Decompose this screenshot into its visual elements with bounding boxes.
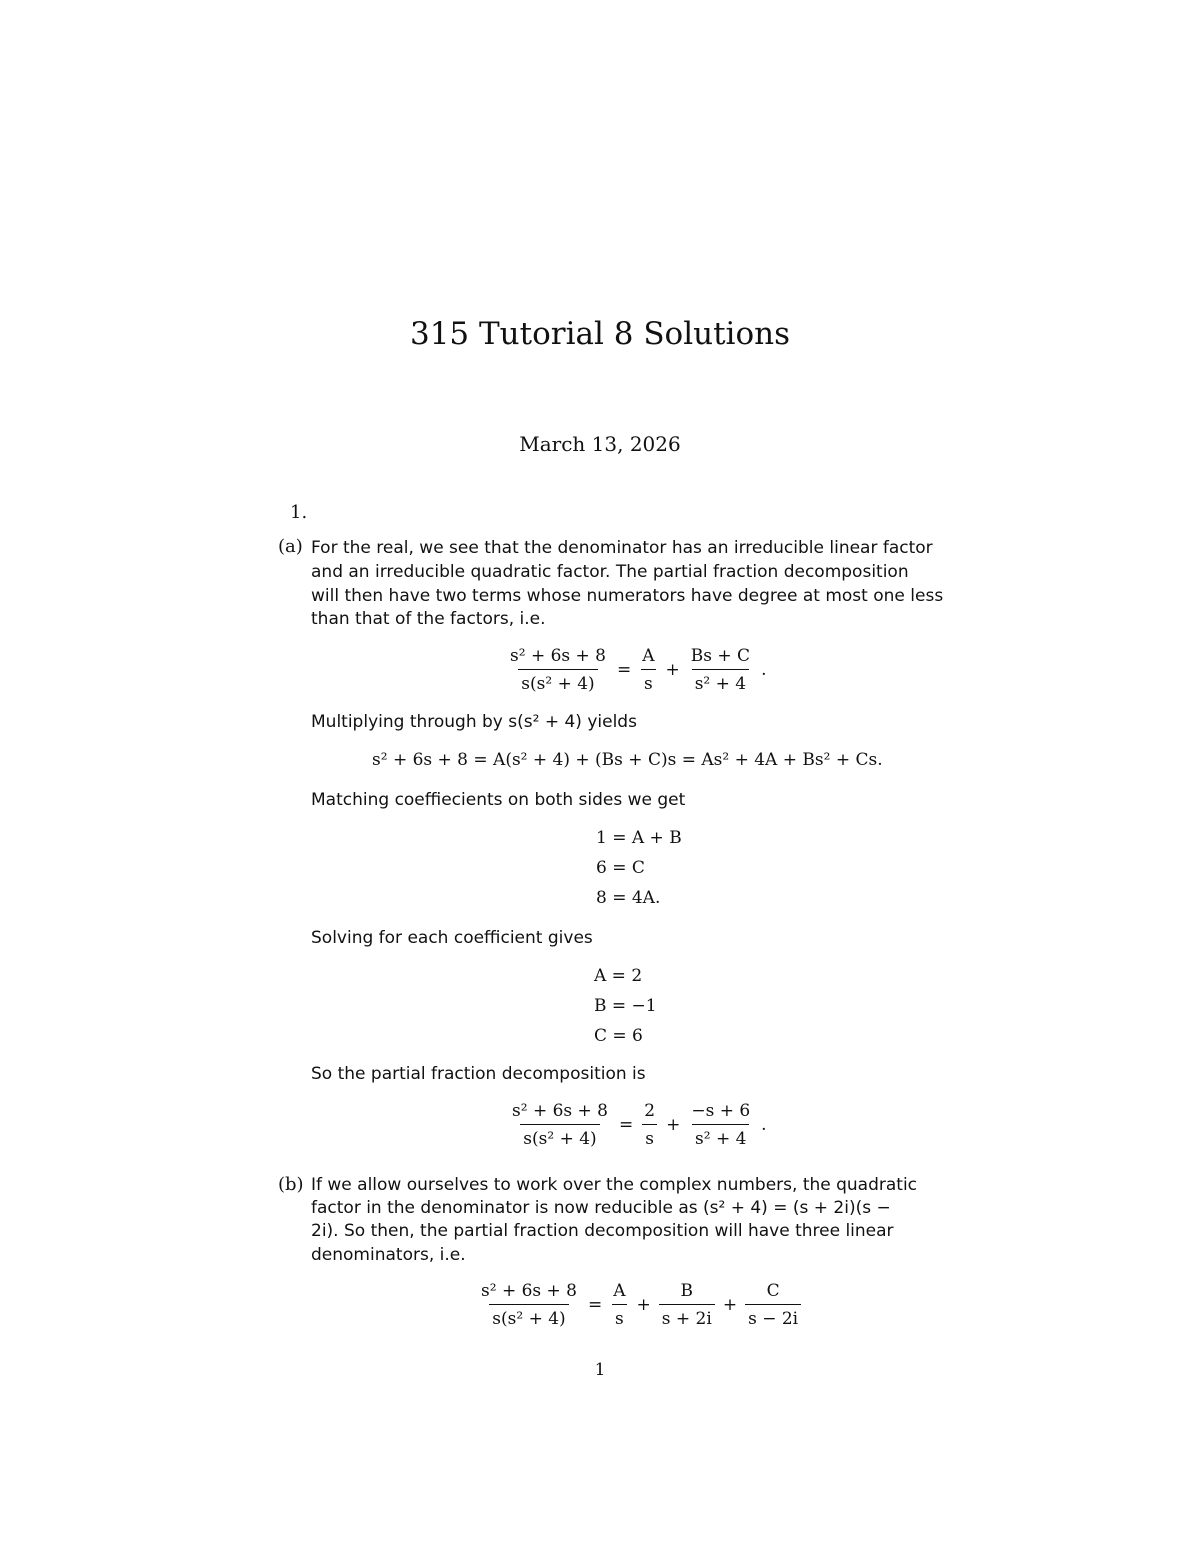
numerator: Bs + C (690, 646, 751, 666)
numerator: −s + 6 (691, 1101, 751, 1121)
denominator: s(s² + 4) (489, 1304, 568, 1330)
so-text: So the partial fraction decomposition is (311, 1064, 646, 1084)
plus-sign: + (665, 660, 680, 680)
denominator: s(s² + 4) (518, 669, 597, 695)
solution-a: A = 2 (594, 966, 643, 986)
period: . (761, 660, 767, 680)
fraction-term-1 (641, 1100, 658, 1150)
system-equation-1: 1 = A + B (596, 828, 682, 848)
fraction-term-2 (659, 1280, 715, 1330)
numerator: A (613, 1281, 626, 1301)
fraction-term-2 (688, 1100, 753, 1150)
denominator: s (642, 1124, 657, 1150)
numerator: B (680, 1281, 694, 1301)
numerator: s² + 6s + 8 (512, 1101, 608, 1121)
document-title: 315 Tutorial 8 Solutions (409, 316, 791, 352)
numerator: A (642, 646, 655, 666)
document-date: March 13, 2026 (519, 432, 681, 456)
fraction-term-1 (639, 645, 657, 695)
fraction-term-3 (745, 1280, 801, 1330)
solution-c: C = 6 (594, 1026, 643, 1046)
denominator: s − 2i (745, 1304, 801, 1330)
multiplying-text: Multiplying through by s(s² + 4) yields (311, 712, 637, 732)
fraction-term-1 (610, 1280, 628, 1330)
system-equation-2: 6 = C (596, 858, 645, 878)
fraction-lhs (478, 1280, 580, 1330)
plus-sign: + (722, 1295, 738, 1315)
denominator: s + 2i (659, 1304, 715, 1330)
equation-decomposition-form (507, 645, 766, 695)
equals-sign: = (619, 1115, 634, 1135)
part-b-label: (b) (278, 1174, 304, 1195)
part-a-text-line-4: than that of the factors, i.e. (311, 609, 546, 629)
problem-number: 1. (290, 502, 308, 523)
plus-sign: + (636, 1295, 651, 1315)
solution-b: B = −1 (594, 996, 657, 1016)
equation-complex-decomposition (478, 1280, 801, 1330)
part-a-text-line-2: and an irreducible quadratic factor. The partial fraction decomposition (311, 562, 909, 582)
part-a-text-line-1: For the real, we see that the denominator has an irreducible linear factor (311, 538, 933, 558)
denominator: s² + 4 (692, 669, 749, 695)
numerator: C (766, 1281, 780, 1301)
part-b-text-line-2: factor in the denominator is now reducible as (s² + 4) = (s + 2i)(s − (311, 1198, 891, 1218)
period: . (761, 1115, 767, 1135)
fraction-term-2 (688, 645, 753, 695)
solving-text: Solving for each coefficient gives (311, 928, 593, 948)
equation-decomposition-result (509, 1100, 767, 1150)
denominator: s(s² + 4) (520, 1124, 599, 1150)
page-number: 1 (594, 1360, 606, 1380)
numerator: 2 (644, 1101, 656, 1121)
equals-sign: = (617, 660, 632, 680)
system-equation-3: 8 = 4A. (596, 888, 661, 908)
denominator: s (641, 669, 656, 695)
numerator: s² + 6s + 8 (481, 1281, 577, 1301)
fraction-lhs (509, 1100, 611, 1150)
denominator: s (612, 1304, 627, 1330)
part-a-text-line-3: will then have two terms whose numerators have degree at most one less (311, 586, 944, 606)
numerator: s² + 6s + 8 (510, 646, 606, 666)
denominator: s² + 4 (692, 1124, 749, 1150)
part-b-text-line-3: 2i). So then, the partial fraction decomposition will have three linear (311, 1221, 894, 1241)
equals-sign: = (588, 1295, 603, 1315)
equation-expanded: s² + 6s + 8 = A(s² + 4) + (Bs + C)s = As² + 4A + Bs² + Cs. (372, 750, 883, 770)
part-b-text-line-1: If we allow ourselves to work over the complex numbers, the quadratic (311, 1175, 918, 1195)
fraction-lhs (507, 645, 609, 695)
matching-text: Matching coeffiecients on both sides we get (311, 790, 686, 810)
part-a-label: (a) (278, 536, 303, 557)
part-b-text-line-4: denominators, i.e. (311, 1245, 466, 1265)
plus-sign: + (666, 1115, 681, 1135)
